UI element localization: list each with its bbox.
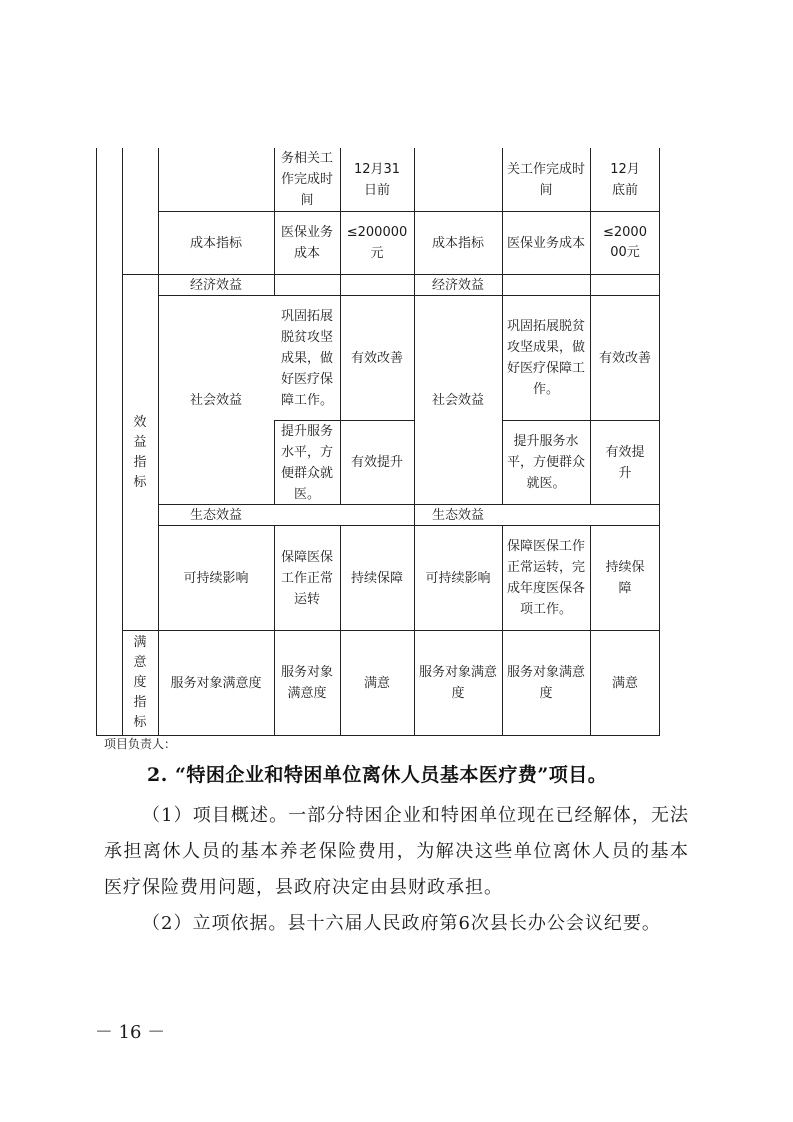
cost-right-value: ≤200000元 [603, 225, 647, 260]
satisfaction-indicator-label: 满意度指标 [133, 635, 147, 730]
sustainable-impact-left: 可持续影响 [183, 570, 249, 586]
satisfaction-right-sub-indicator: 服务对象满意度 [419, 665, 498, 701]
sustainable-right-indicator: 保障医保工作正常运转，完成年度医保各项工作。 [507, 539, 586, 617]
project-manager-label: 项目负责人： [104, 737, 177, 751]
social-row1-right-indicator: 巩固拓展脱贫攻坚成果，做好医疗保障工作。 [507, 319, 586, 397]
sustainable-right-value: 持续保障 [605, 560, 645, 596]
cost-right-sub-indicator: 成本指标 [431, 235, 484, 251]
sustainable-left-value: 持续保障 [350, 570, 403, 586]
social-benefit-right: 社会效益 [431, 392, 484, 408]
economic-benefit-left: 经济效益 [189, 277, 242, 293]
timeliness-left-indicator: 务相关工作完成时间 [280, 151, 333, 208]
benefit-indicator-label: 效益指标 [133, 414, 147, 490]
sustainable-impact-right: 可持续影响 [425, 570, 491, 586]
social-row1-right-value: 有效改善 [599, 350, 652, 366]
cost-left-value: ≤200000元 [346, 225, 408, 261]
satisfaction-left-indicator: 服务对象满意度 [281, 665, 334, 701]
satisfaction-left-sub-indicator: 服务对象满意度 [170, 675, 262, 691]
ecological-benefit-right: 生态效益 [431, 507, 484, 523]
timeliness-right-indicator: 关工作完成时间 [506, 161, 585, 198]
satisfaction-right-value: 满意 [611, 675, 638, 691]
section-heading: 2. “特困企业和特困单位离休人员基本医疗费”项目。 [147, 764, 608, 786]
sustainable-left-indicator: 保障医保工作正常运转 [281, 549, 334, 607]
timeliness-left-value: 12月31日前 [353, 161, 401, 198]
satisfaction-left-value: 满意 [363, 675, 390, 691]
paragraph-basis: （2）立项依据。县十六届人民政府第6次县长办公会议纪要。 [142, 913, 661, 934]
social-row1-left-indicator: 巩固拓展脱贫攻坚成果，做好医疗保障工作。 [280, 308, 333, 408]
social-row2-right-value: 有效提升 [605, 444, 645, 481]
social-row1-left-value: 有效改善 [350, 350, 403, 366]
cost-right-indicator: 医保业务成本 [506, 235, 585, 251]
economic-benefit-right: 经济效益 [431, 277, 484, 293]
cost-left-sub-indicator: 成本指标 [189, 235, 242, 251]
page-number: － 16 － [94, 1022, 166, 1043]
social-row2-right-indicator: 提升服务水平，方便群众就医。 [507, 434, 586, 491]
timeliness-right-value: 12月底前 [610, 161, 640, 198]
social-benefit-left: 社会效益 [189, 392, 242, 408]
social-row2-left-value: 有效提升 [350, 455, 403, 470]
social-row2-left-indicator: 提升服务水平，方便群众就医。 [280, 423, 333, 502]
cost-left-indicator: 医保业务成本 [280, 225, 333, 261]
ecological-benefit-left: 生态效益 [189, 507, 242, 523]
satisfaction-right-indicator: 服务对象满意度 [507, 665, 586, 701]
paragraph-overview: （1）项目概述。一部分特困企业和特困单位现在已经解体，无法承担离休人员的基本养老保险费用，为解决这些单位离休人员的基本医疗保险费用问题，县政府决定由县财政承担。 [104, 805, 689, 898]
